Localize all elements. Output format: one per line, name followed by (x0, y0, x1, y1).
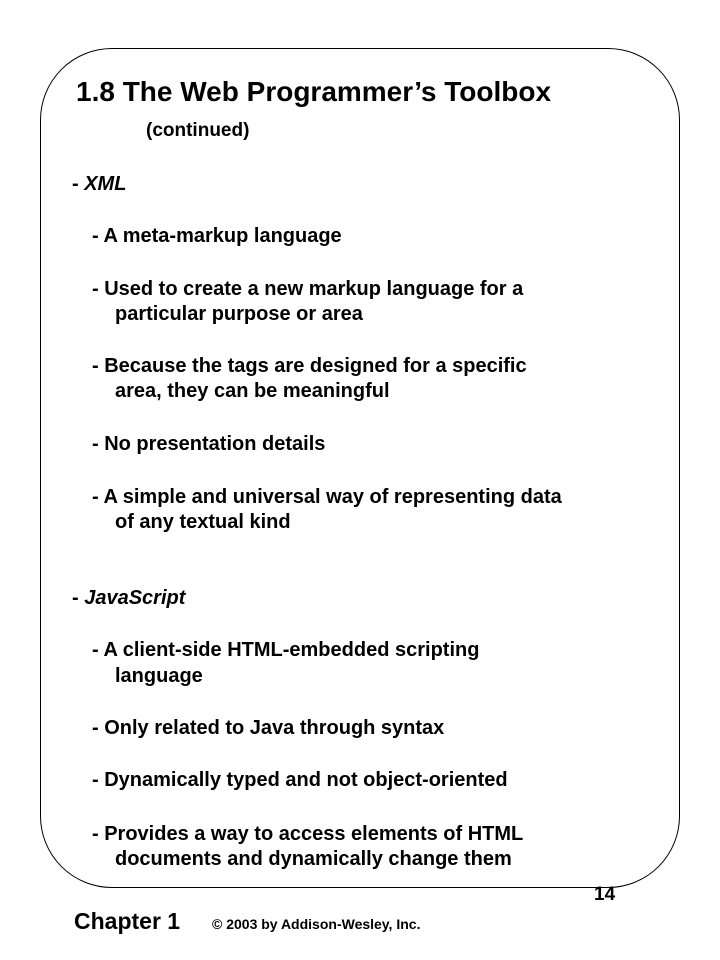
bullet-line: - A meta-markup language (92, 225, 342, 247)
bullet-line: - Only related to Java through syntax (92, 717, 445, 739)
bullet-line: - Provides a way to access elements of HTML (92, 823, 524, 845)
bullet-line: - No presentation details (92, 433, 326, 455)
slide-subtitle: (continued) (146, 120, 250, 141)
slide-title: 1.8 The Web Programmer’s Toolbox (76, 76, 552, 107)
topic-label: JavaScript (84, 587, 186, 609)
bullet-line: - Dynamically typed and not object-oriented (92, 769, 508, 791)
topic-label: XML (84, 173, 127, 195)
topic-dash: - (72, 173, 85, 195)
bullet-line: - Because the tags are designed for a specific (92, 355, 527, 377)
bullet-line-continued: language (115, 665, 203, 687)
topic-xml (72, 172, 126, 196)
bullet-line: - A simple and universal way of representing data (92, 486, 562, 508)
slide-frame (40, 48, 680, 888)
footer-copyright: © 2003 by Addison-Wesley, Inc. (212, 916, 421, 932)
topic-dash: - (72, 587, 85, 609)
bullet-line: - A client-side HTML-embedded scripting (92, 639, 480, 661)
bullet-line-continued: area, they can be meaningful (115, 380, 390, 402)
bullet-line-continued: particular purpose or area (115, 303, 363, 325)
bullet-line: - Used to create a new markup language for a (92, 278, 524, 300)
topic-javascript (72, 586, 185, 610)
footer-chapter: Chapter 1 (74, 908, 181, 934)
page-number: 14 (594, 884, 616, 905)
bullet-line-continued: of any textual kind (115, 511, 291, 533)
bullet-line-continued: documents and dynamically change them (115, 848, 512, 870)
